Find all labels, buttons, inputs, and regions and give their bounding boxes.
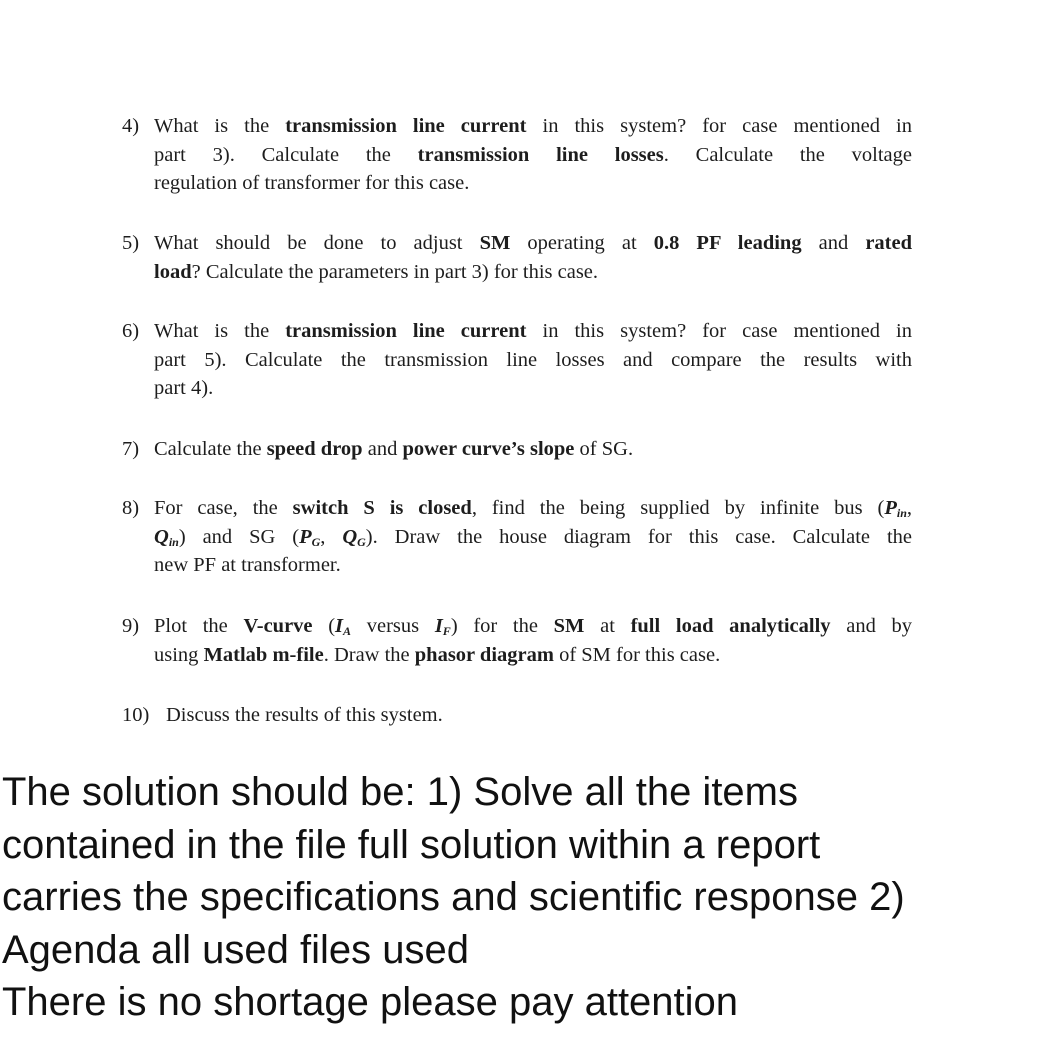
text-run: For case, the bbox=[154, 497, 293, 519]
question-line bbox=[154, 141, 912, 170]
text-run: part 4). bbox=[154, 377, 214, 399]
text-run: of SG. bbox=[574, 438, 634, 460]
question-line bbox=[154, 523, 912, 552]
question-number: 8) bbox=[122, 497, 140, 519]
bold-term: transmission line current bbox=[285, 320, 527, 342]
question-line bbox=[154, 317, 912, 346]
question-text bbox=[166, 701, 912, 730]
question-6 bbox=[122, 317, 912, 403]
text-run: ). Draw the house diagram for this case. Calculate the bbox=[365, 525, 912, 548]
bold-term: speed drop bbox=[266, 438, 363, 460]
question-number: 9) bbox=[122, 615, 140, 637]
bold-term: rated bbox=[865, 232, 912, 254]
math-symbol bbox=[299, 526, 320, 548]
bold-term: SM bbox=[479, 232, 511, 254]
question-line bbox=[154, 258, 912, 287]
text-run: and bbox=[362, 438, 403, 460]
text-run: Discuss the results of this system. bbox=[166, 704, 443, 726]
question-7 bbox=[122, 435, 912, 464]
bold-term: full load analytically bbox=[630, 615, 831, 637]
bold-term: phasor diagram bbox=[414, 643, 554, 666]
question-number: 5) bbox=[122, 232, 140, 254]
text-run: Calculate the bbox=[154, 438, 267, 460]
symbol-subscript: F bbox=[442, 624, 451, 638]
note-line: carries the specifications and scientific response 2) bbox=[2, 875, 905, 919]
question-9 bbox=[122, 612, 912, 669]
math-symbol bbox=[342, 526, 365, 548]
question-text bbox=[154, 317, 912, 403]
bold-term: load bbox=[154, 260, 192, 283]
note-line: contained in the file full solution within a report bbox=[2, 822, 821, 867]
question-number: 7) bbox=[122, 438, 140, 460]
text-run: , bbox=[906, 497, 913, 519]
math-symbol bbox=[435, 615, 451, 637]
symbol-letter: Q bbox=[342, 525, 358, 548]
text-run: and bbox=[801, 232, 866, 254]
note-line: The solution should be: 1) Solve all the items bbox=[2, 770, 798, 814]
text-run: versus bbox=[351, 615, 435, 637]
question-number: 10) bbox=[122, 704, 150, 726]
question-text bbox=[154, 112, 912, 198]
text-run: regulation of transformer for this case. bbox=[154, 172, 470, 194]
bold-term: switch S is closed bbox=[292, 497, 472, 519]
note-line: There is no shortage please pay attention bbox=[2, 980, 739, 1024]
symbol-subscript: in bbox=[168, 534, 179, 549]
question-line bbox=[154, 641, 912, 670]
symbol-subscript: G bbox=[311, 534, 321, 549]
question-10 bbox=[122, 701, 912, 730]
math-symbol bbox=[884, 497, 907, 519]
question-5 bbox=[122, 229, 912, 286]
question-number: 6) bbox=[122, 320, 140, 342]
text-run: in this system? for case mentioned in bbox=[526, 115, 912, 137]
question-line bbox=[154, 435, 912, 464]
text-run: part 5). Calculate the transmission line losses and compare the results with bbox=[154, 348, 912, 371]
math-symbol bbox=[154, 526, 179, 548]
math-symbol bbox=[335, 615, 351, 637]
question-line bbox=[166, 701, 912, 730]
question-line bbox=[154, 112, 912, 141]
question-text bbox=[154, 229, 912, 286]
symbol-subscript: in bbox=[896, 506, 907, 520]
text-run: part 3). Calculate the bbox=[154, 143, 418, 166]
bold-term: transmission line current bbox=[285, 115, 527, 137]
note-line: Agenda all used files used bbox=[2, 927, 469, 972]
question-text bbox=[154, 494, 912, 580]
question-8 bbox=[122, 494, 912, 580]
bold-term: power curve’s slope bbox=[402, 438, 575, 460]
bold-term: V-curve bbox=[243, 615, 313, 637]
symbol-letter: P bbox=[884, 497, 897, 519]
text-run: , bbox=[320, 525, 343, 548]
text-run: ) and SG ( bbox=[178, 525, 300, 548]
question-text bbox=[154, 612, 912, 669]
bold-term: Matlab m-file bbox=[203, 643, 324, 666]
question-line bbox=[154, 169, 912, 198]
solution-instructions-note bbox=[2, 766, 1057, 1029]
question-line bbox=[154, 346, 912, 375]
text-run: What is the bbox=[154, 320, 286, 342]
bold-term: 0.8 PF leading bbox=[653, 232, 802, 254]
text-run: operating at bbox=[510, 232, 654, 254]
question-number: 4) bbox=[122, 115, 140, 137]
symbol-letter: I bbox=[434, 615, 443, 637]
text-run: What is the bbox=[154, 115, 286, 137]
symbol-letter: I bbox=[335, 615, 344, 637]
text-run: What should be done to adjust bbox=[154, 232, 480, 254]
question-line bbox=[154, 612, 912, 641]
question-line bbox=[154, 494, 912, 523]
text-run: ( bbox=[312, 615, 336, 637]
text-run: of SM for this case. bbox=[553, 643, 721, 666]
question-text bbox=[154, 435, 912, 464]
text-run: using bbox=[154, 643, 204, 666]
symbol-subscript: G bbox=[357, 534, 366, 549]
text-run: ? Calculate the parameters in part 3) for this case. bbox=[191, 260, 599, 283]
question-line bbox=[154, 374, 912, 403]
text-run: ) for the bbox=[450, 615, 554, 637]
text-run: , find the being supplied by infinite bus ( bbox=[471, 497, 885, 519]
question-4 bbox=[122, 112, 912, 198]
bold-term: SM bbox=[553, 615, 585, 637]
question-line bbox=[154, 551, 912, 580]
symbol-subscript: A bbox=[343, 624, 352, 638]
text-run: Plot the bbox=[154, 615, 244, 637]
bold-term: transmission line losses bbox=[417, 143, 664, 166]
text-run: and by bbox=[830, 615, 913, 637]
symbol-letter: P bbox=[299, 525, 312, 548]
text-run: at bbox=[584, 615, 631, 637]
text-run: new PF at transformer. bbox=[154, 554, 341, 576]
symbol-letter: Q bbox=[154, 525, 169, 548]
text-run: in this system? for case mentioned in bbox=[526, 320, 912, 342]
text-run: . Draw the bbox=[323, 643, 415, 666]
text-run: . Calculate the voltage bbox=[663, 143, 912, 166]
question-line bbox=[154, 229, 912, 258]
